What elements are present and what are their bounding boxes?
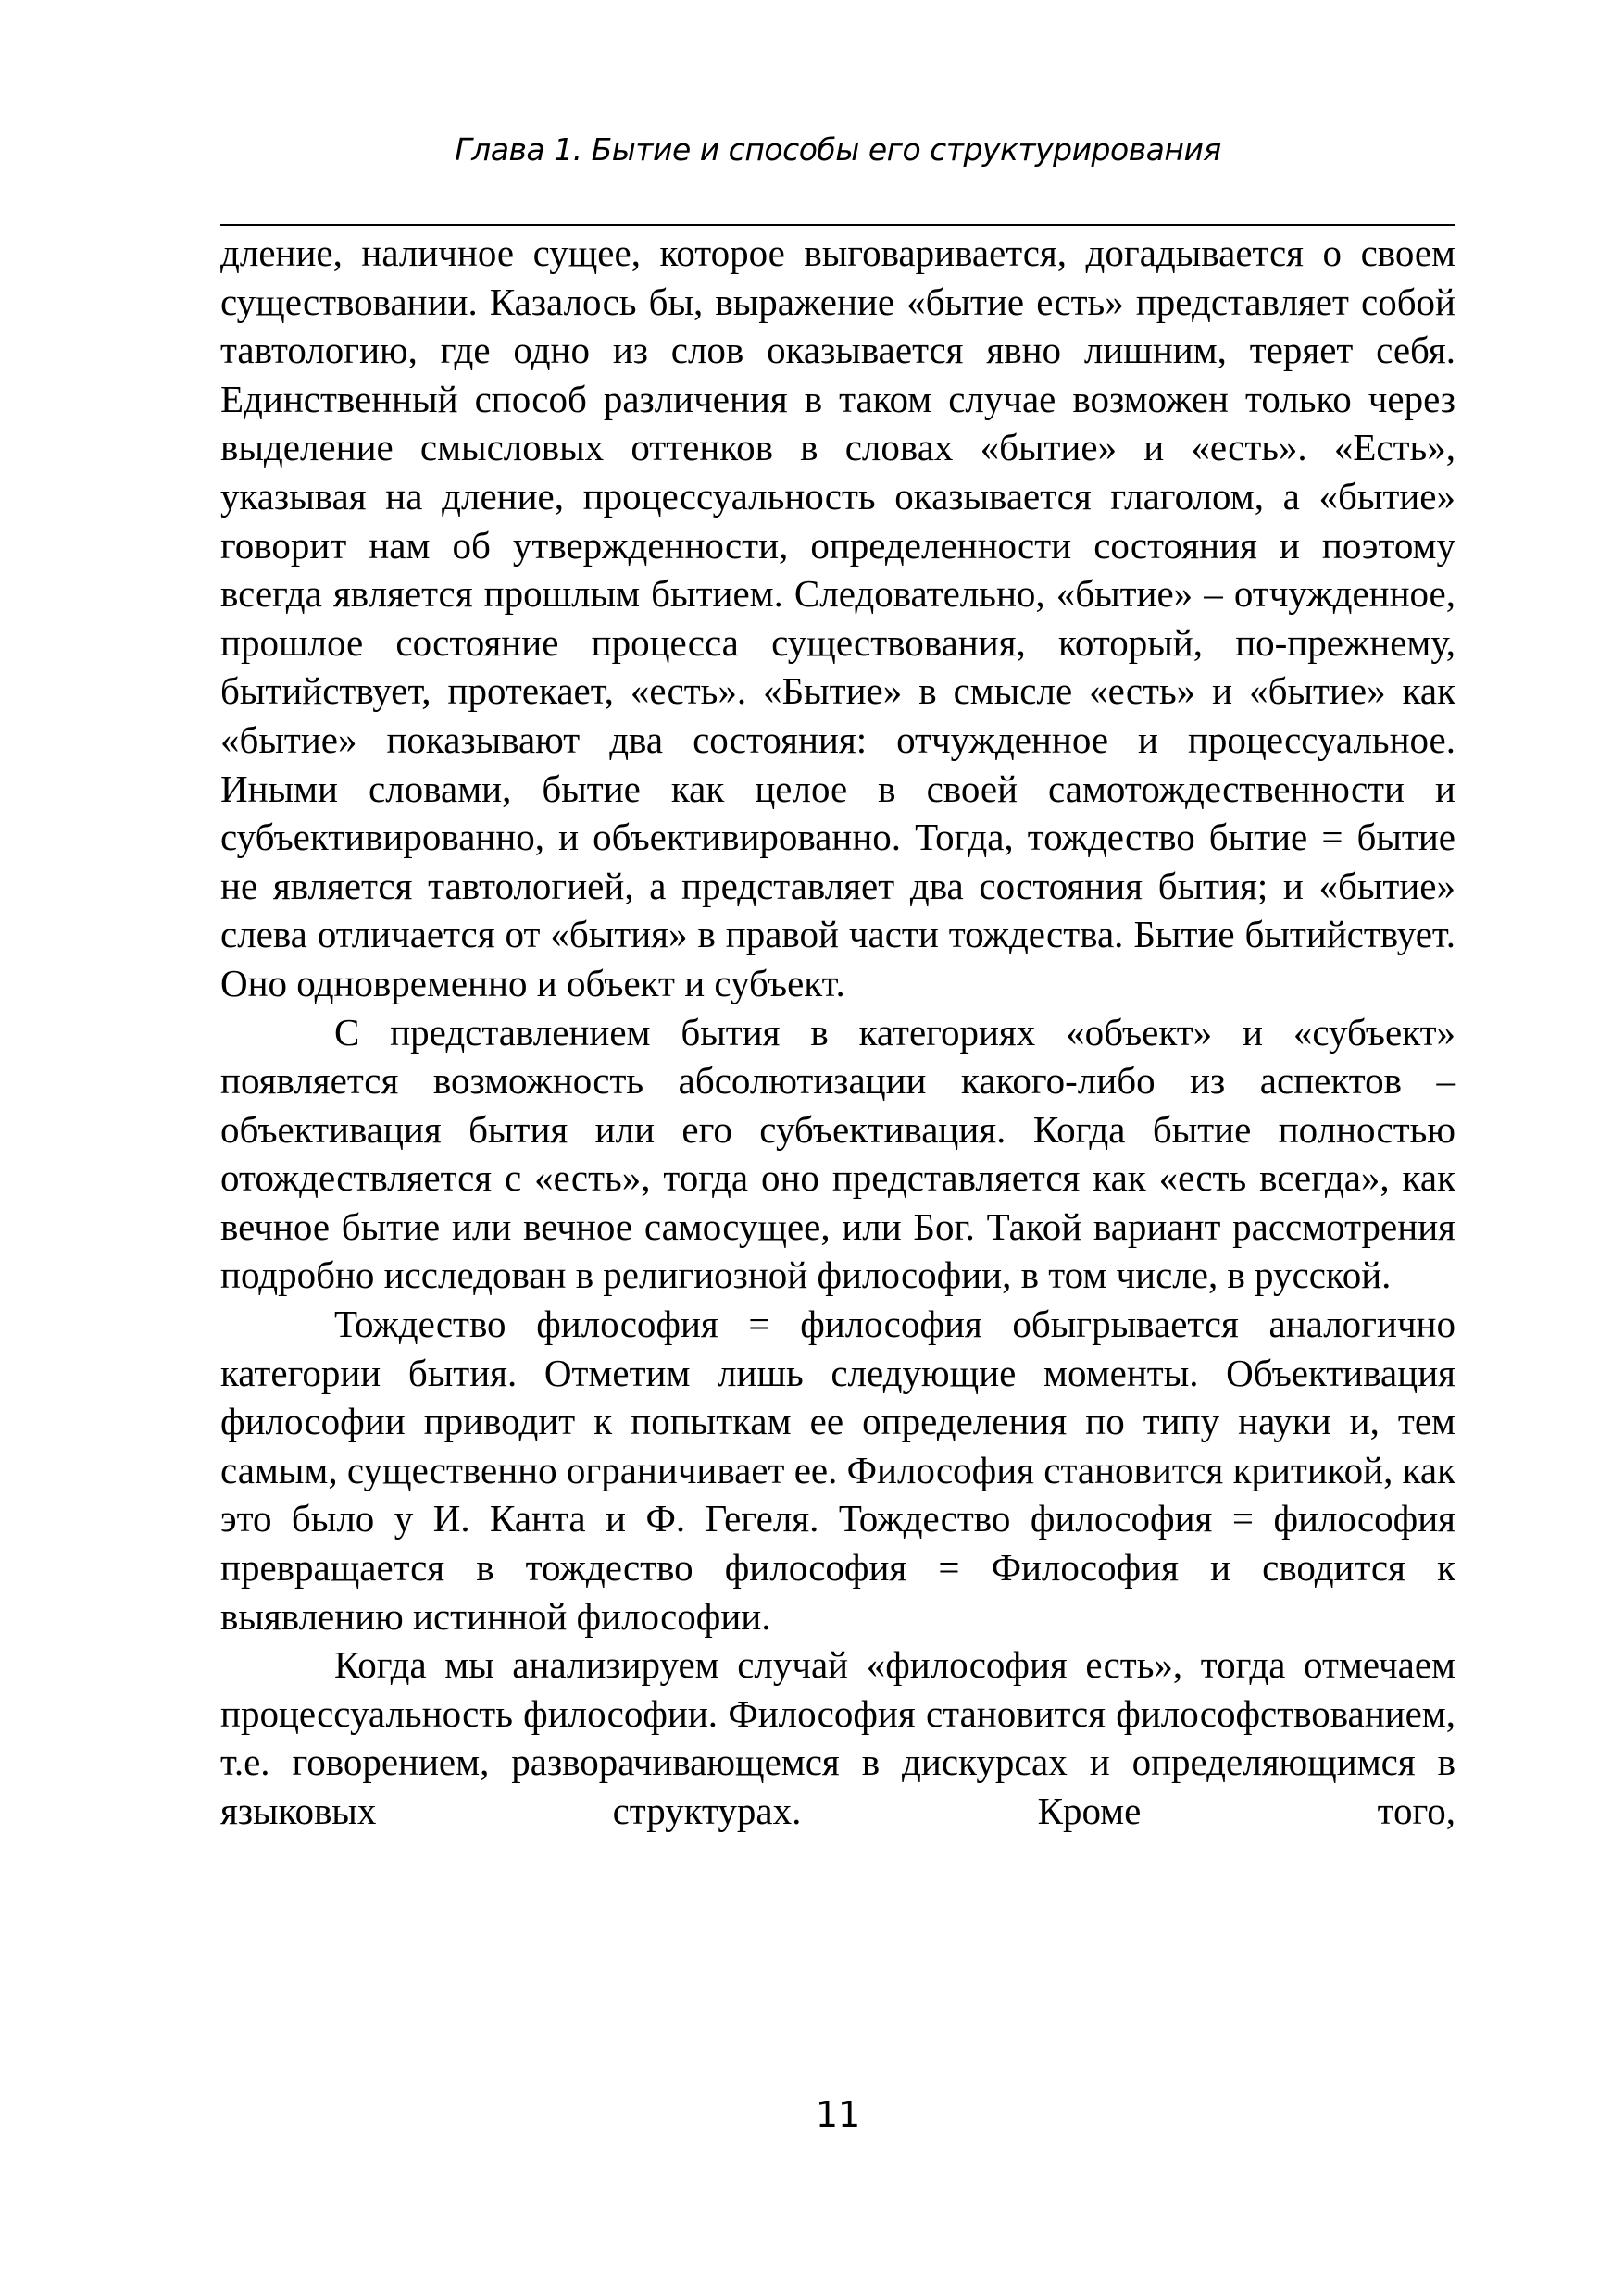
header-divider bbox=[220, 224, 1455, 226]
chapter-title: Глава 1. Бытие и способы его структурирования bbox=[455, 131, 1221, 168]
running-header bbox=[220, 131, 1455, 168]
paragraph-1: дление, наличное сущее, которое выговаривается, догадывается о своем существовании. Казалось бы, выражение «бытие есть» представляет собой тавтологию, где одно из слов оказывается явно лишним, теряет себя. Единственный способ различения в таком случае возможен только через выделение смысловых оттенков в словах «бытие» и «есть». «Есть», указывая на дление, процессуальность оказывается глаголом, а «бытие» говорит нам об утвержденности, определенности состояния и поэтому всегда является прошлым бытием. Следовательно, «бытие» – отчужденное, прошлое состояние процесса существования, который, по-прежнему, бытийствует, протекает, «есть». «Бытие» в смысле «есть» и «бытие» как «бытие» показывают два состояния: отчужденное и процессуальное. Иными словами, бытие как целое в своей самотождественности и субъективированно, и объективированно. Тогда, тождество бытие = бытие не является тавтологией, а представляет два состояния бытия; и «бытие» слева отличается от «бытия» в правой части тождества. Бытие бытийствует. Оно одновременно и объект и субъект. bbox=[220, 231, 1455, 1004]
paragraph-4: Когда мы анализируем случай «философия есть», тогда отмечаем процессуальность философии. Философия становится философствованием, т.е. говорением, разворачивающемся в дискурсах и определяющимся в языковых структурах. Кроме того, bbox=[220, 1643, 1455, 1832]
paragraph-3: Тождество философия = философия обыгрывается аналогично категории бытия. Отметим лишь следующие моменты. Объективация философии приводит к попыткам ее определения по типу науки и, тем самым, существенно ограничивает ее. Философия становится критикой, как это было у И. Канта и Ф. Гегеля. Тождество философия = философия превращается в тождество философия = Философия и сводится к выявлению истинной философии. bbox=[220, 1303, 1455, 1638]
body-text bbox=[220, 229, 1455, 1836]
paragraph-2: С представлением бытия в категориях «объект» и «субъект» появляется возможность абсолютизации какого-либо из аспектов – объективация бытия или его субъективация. Когда бытие полностью отождествляется с «есть», тогда оно представляется как «есть всегда», как вечное бытие или вечное самосущее, или Бог. Такой вариант рассмотрения подробно исследован в религиозной философии, в том числе, в русской. bbox=[220, 1010, 1455, 1297]
page-number: 11 bbox=[815, 2094, 861, 2135]
